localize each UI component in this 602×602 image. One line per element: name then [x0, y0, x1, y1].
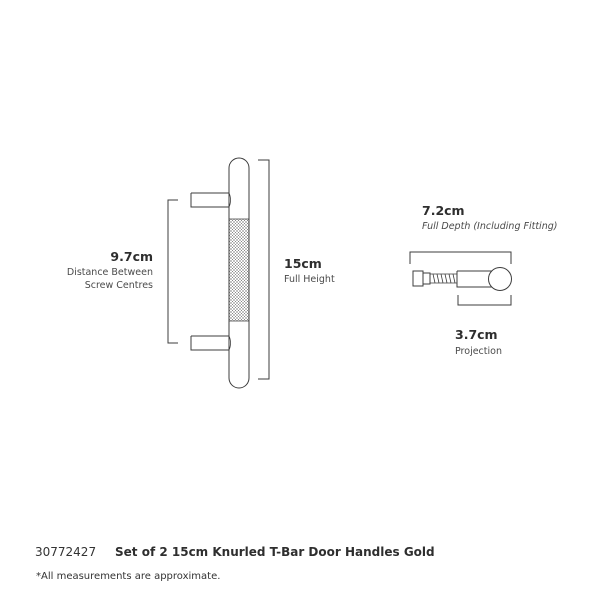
screw-centres-desc-line1: Distance Between: [66, 267, 153, 278]
bottom-screw-post: [191, 336, 229, 350]
full-depth-value: 7.2cm: [422, 203, 465, 218]
product-title: Set of 2 15cm Knurled T-Bar Door Handles Gold: [115, 545, 435, 559]
top-screw-post: [191, 193, 229, 207]
full-height-value: 15cm: [284, 256, 322, 271]
bar-end-circle: [489, 268, 512, 291]
product-code: 30772427: [35, 545, 97, 559]
projection-desc: Projection: [455, 346, 502, 357]
handle-front-view: [191, 158, 249, 388]
screw-centres-desc-line2: Screw Centres: [84, 280, 153, 291]
projection-value: 3.7cm: [455, 327, 498, 342]
full-depth-desc: Full Depth (Including Fitting): [422, 221, 558, 232]
screw-centres-bracket: [168, 200, 178, 343]
projection-bracket: [458, 295, 511, 305]
full-depth-bracket: [410, 252, 511, 264]
full-height-bracket: [258, 160, 269, 379]
screw-centres-value: 9.7cm: [110, 249, 153, 264]
measurement-footnote: *All measurements are approximate.: [36, 571, 221, 582]
knurled-grip: [230, 219, 249, 321]
fitting-head: [413, 271, 423, 286]
full-height-desc: Full Height: [284, 274, 335, 285]
handle-side-view: [413, 268, 512, 291]
screw-thread: [430, 274, 457, 283]
